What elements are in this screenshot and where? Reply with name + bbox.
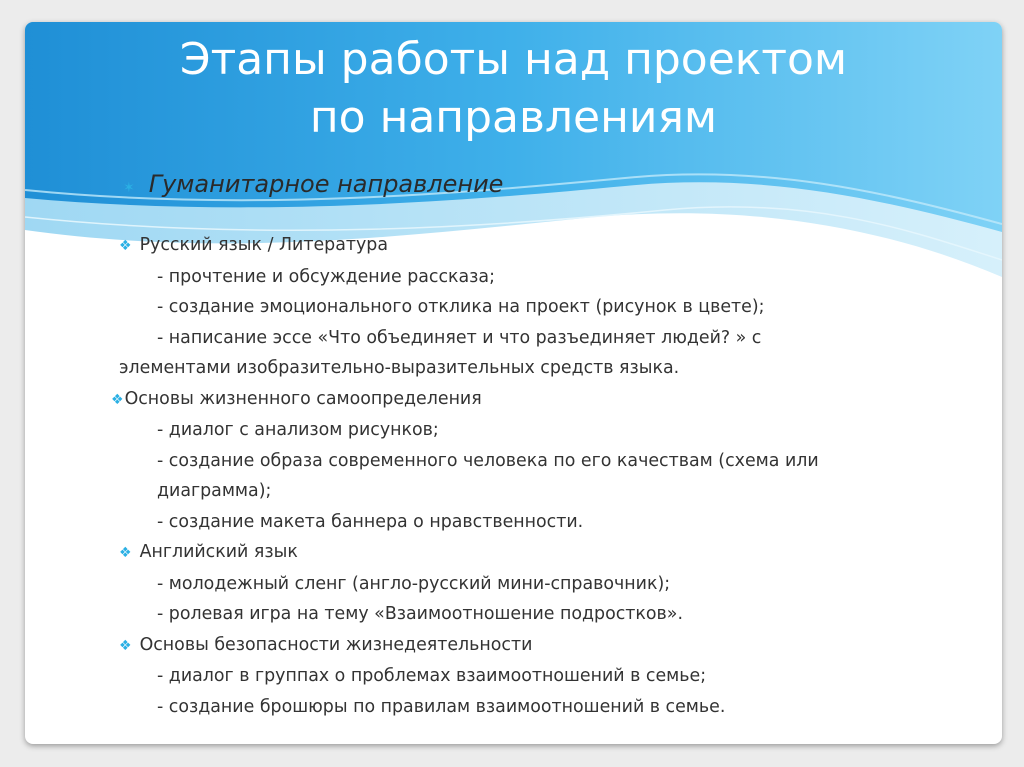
list-item: - создание брошюры по правилам взаимоотношений в семье. — [157, 696, 726, 717]
list-item: - прочтение и обсуждение рассказа; — [157, 266, 495, 287]
section-heading-text: Основы жизненного самоопределения — [124, 388, 482, 409]
list-item: - ролевая игра на тему «Взаимоотношение подростков». — [157, 604, 683, 624]
list-item: - написание эссе «Что объединяет и что разъединяет людей? » с — [157, 327, 762, 348]
section-heading — [119, 230, 979, 262]
subtitle: Гуманитарное направление — [148, 170, 504, 198]
list-item: элементами изобразительно-выразительных средств языка. — [119, 358, 680, 378]
content-body — [111, 230, 979, 722]
list-item: - создание макета баннера о нравственности. — [157, 511, 584, 532]
list-item: - создание образа современного человека по его качествам (схема или — [157, 450, 819, 471]
title-line-2: по направлениям — [309, 92, 718, 143]
diamond-bullet-icon: ❖ — [111, 391, 124, 408]
title-line-1: Этапы работы над проектом — [179, 34, 848, 85]
section-heading-text: Русский язык / Литература — [139, 235, 388, 255]
section-heading — [119, 630, 979, 662]
star-bullet-icon: ✶ — [123, 180, 135, 196]
section-heading-text: Английский язык — [139, 542, 298, 562]
subtitle-row — [123, 170, 503, 198]
list-item: - создание эмоционального отклика на проект (рисунок в цвете); — [157, 297, 765, 317]
diamond-bullet-icon: ❖ — [119, 637, 132, 654]
diamond-bullet-icon: ❖ — [119, 238, 132, 254]
section-heading-text: Основы безопасности жизнедеятельности — [139, 634, 533, 655]
list-item: - диалог с анализом рисунков; — [157, 420, 439, 440]
list-item: - диалог в группах о проблемах взаимоотношений в семье; — [157, 666, 707, 686]
slide — [25, 22, 1002, 744]
page-title — [25, 31, 1002, 147]
diamond-bullet-icon: ❖ — [119, 545, 132, 561]
list-item: диаграмма); — [157, 481, 272, 501]
section-heading — [119, 537, 979, 569]
list-item: - молодежный сленг (англо-русский мини-справочник); — [157, 573, 671, 594]
section-heading — [111, 384, 979, 416]
